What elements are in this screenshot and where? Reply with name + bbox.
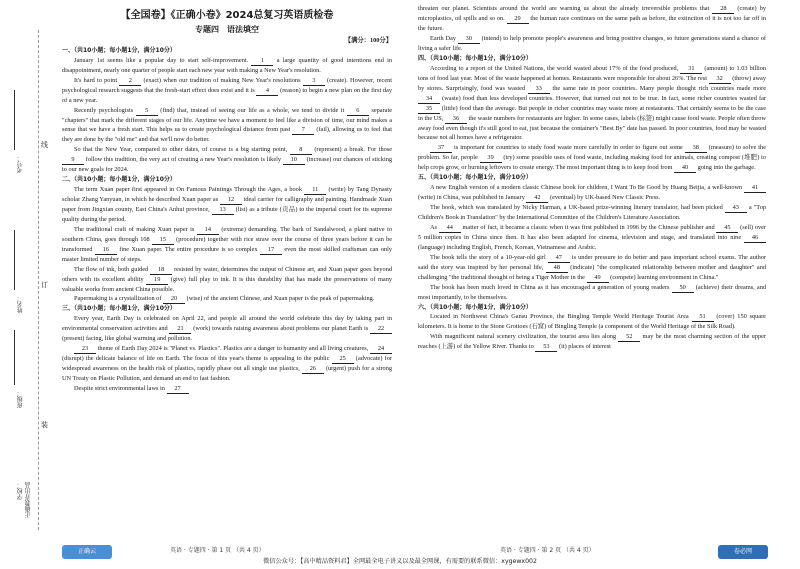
blank-30[interactable]: 30 <box>458 35 480 44</box>
exam-number-label: 考号： <box>18 155 24 173</box>
s2-para-4: Papermaking is a crystallization of 20 (wise) of the ancient Chinese, and Xuan paper is the peak of papermaking. <box>74 295 375 303</box>
blank-6[interactable]: 6 <box>347 107 369 116</box>
blank-25[interactable]: 25 <box>332 355 354 364</box>
blank-31[interactable]: 31 <box>680 65 702 74</box>
page-subtitle: 专题四 语法填空 <box>195 25 259 34</box>
s4-para-1: According to a report of the United Nations, the world wasted about 17% of the food produced, 31 (amount) to 1.03 billion tons of food last year. Most of the waste happened at homes. Restaurants were responsible for about 26%. The rest 32 (throw) away by stores. Surprisingly, food was wasted 33 the same rate in poor countries. Many people thought rich countries made more 34 (waste) food than less developed countries. However, that turned out not to be true. In fact, some richer countries wasted far 35 (little) food than the average. But people in richer countries may waste more at restaurants. That certainly seems to be the case in the US, 36 the waste numbers for restaurants are higher. In some cases, labels (标签) might cause food waste. People often throw away food even though it's still good to eat, just because the container's "Best By" date has passed. In poor countries, food may be wasted because not all homes have a refrigerator. <box>418 64 767 142</box>
blank-23[interactable]: 23 <box>74 345 96 354</box>
blank-26[interactable]: 26 <box>302 365 324 374</box>
s2-para-2: The traditional craft of making Xuan paper is 14 (extreme) demanding. The bark of Sandalwood, a plant native to southern China, goes through 108 15 (procedure) together with rice straw over the course of three years before it can be transformed 16 fine Xuan paper. The entire procedure is so complex 17 even the most skilled craftsman can only master limited number of steps. <box>62 225 393 263</box>
blank-9[interactable]: 9 <box>62 156 84 165</box>
left-column <box>62 4 392 394</box>
bind-mark: 装 <box>41 421 48 429</box>
blank-11[interactable]: 11 <box>304 186 326 195</box>
blank-49[interactable]: 49 <box>587 274 609 283</box>
s5-para-5: The book has been much loved in China as it has encouraged a generation of young readers 50 (achieve) their dreams, and most importantly, to be themselves. <box>418 283 766 301</box>
blank-44[interactable]: 44 <box>439 224 461 233</box>
blank-45[interactable]: 45 <box>716 224 738 233</box>
blank-52[interactable]: 52 <box>618 333 640 342</box>
blank-47[interactable]: 47 <box>548 254 570 263</box>
blank-27[interactable]: 27 <box>167 385 189 394</box>
section-3-heading: 三、（共10小题；每小题1分，满分10分） <box>62 305 176 313</box>
blank-12[interactable]: 12 <box>220 196 242 205</box>
blank-50[interactable]: 50 <box>672 284 694 293</box>
blank-2[interactable]: 2 <box>119 77 141 86</box>
section-2-heading: 二、（共10小题；每小题1分，满分10分） <box>62 176 176 184</box>
blank-37[interactable]: 37 <box>430 144 452 153</box>
blank-8[interactable]: 8 <box>290 146 312 155</box>
blank-32[interactable]: 32 <box>709 75 731 84</box>
section-4-heading: 四、（共10小题；每小题1分，满分10分） <box>418 54 532 62</box>
total-score: 【满分：100分】 <box>344 37 392 44</box>
blank-48[interactable]: 48 <box>546 264 568 273</box>
blank-24[interactable]: 24 <box>370 345 392 354</box>
cut-line <box>38 30 39 530</box>
section-5-heading: 五、（共10小题；每小题1分，满分10分） <box>418 174 532 182</box>
blank-41[interactable]: 41 <box>744 184 766 193</box>
blank-53[interactable]: 53 <box>535 343 557 352</box>
footer-page-2: 英语 · 专题四 · 第 2 页 （共 4 页） <box>500 547 595 554</box>
s6-para-2: With magnificent natural scenery civilization, the tourist area lies along 52 may be the most charming section of the upper reaches (上游) of the Yellow River. Thanks to 53 (it) places of interest <box>418 333 766 351</box>
s2-para-1: The term Xuan paper first appeared in On Famous Paintings Through the Ages, a book 11 (write) by Tang Dynasty scholar Zhang Yanyuan, in which he described Xuan paper as 12 ideal carrier for calligraphy and painting. Handmade Xuan paper from Jingxian county, East China's Anhui province, 13 (list) as a tribute (贡品) to the imperial court for its supreme quality during the period. <box>62 185 393 223</box>
blank-15[interactable]: 15 <box>152 236 174 245</box>
s2-para-3: The flow of ink, both guided 18 resisted by water, determines the output of Chinese art, and Xuan paper goes beyond others with its excellent ability 19 (give) full play to ink. It is this durability that has made the preservations of many valuable works from ancient China possible. <box>62 265 393 293</box>
blank-51[interactable]: 51 <box>692 313 714 322</box>
class-line <box>14 330 15 385</box>
name-line <box>14 230 15 290</box>
blank-46[interactable]: 46 <box>744 234 766 243</box>
s3-para-1: Every year, Earth Day is celebrated on April 22, and people all around the world celebrate this day by taking part in environmental conservation activities and 21 (work) towards raising awareness about problems our planet Earth is 22 (present) facing, like global warming and pollution. <box>62 315 392 343</box>
blank-7[interactable]: 7 <box>292 126 314 135</box>
line-mark: 线 <box>41 141 48 149</box>
footer-page-1: 英语 · 专题四 · 第 1 页 （共 4 页） <box>170 547 265 554</box>
s1-para-4: So that the New Year, compared to other dates, of course is a big starting point, 8 (represent) a break. For those 9 follow this tradition, the very act of creating a new Year's resolution is likely 10 (increase) our chances of sticking to our new goals for 2024. <box>62 146 393 174</box>
blank-13[interactable]: 13 <box>212 206 234 215</box>
blank-10[interactable]: 10 <box>283 156 305 165</box>
s1-para-1: January 1st seems like a popular day to start self-improvement. 1 a large quantity of good intentions end in disappointment, nearly one quarter of people start each new year with making a New Year's resolution. <box>62 56 392 74</box>
blank-17[interactable]: 17 <box>260 246 282 255</box>
blank-42[interactable]: 42 <box>526 194 548 203</box>
s3-para-4: Earth Day 30 (intend) to help promote people's awareness and bring positive changes, so future generations stand a chance of living a safer life. <box>418 34 767 52</box>
s6-para-1: Located in Northwest China's Gansu Province, the Bingling Temple World Heritage Tourist Area 51 (cover) 150 square kilometers. It is home to the Stone Grottoes (石窟) of Bingling Temple (a component of the World Heritage of the Silk Road). <box>418 313 766 331</box>
brand-logo-left: 正确云 <box>62 545 112 559</box>
blank-35[interactable]: 35 <box>418 105 440 114</box>
s1-para-2: It's hard to point 2 (exact) when our tradition of making New Year's resolutions 3 (create). However, recent psychological research suggests that the fresh-start effect does exist and it is 4 (reason) to begin a new plan on the first day of a new year. <box>62 76 393 104</box>
brand-logo-right: 卷必网 <box>718 545 768 559</box>
school-label: 学校： <box>18 482 24 500</box>
order-mark: 订 <box>41 281 48 289</box>
blank-40[interactable]: 40 <box>674 164 696 173</box>
s5-para-2: The book, which was translated by Nicky Harman, a UK-based prize-winning literary translator, had been picked 43 a "Top Children's Book in Translation" by the International Committee of the Children's Literature Association. <box>418 204 766 222</box>
blank-16[interactable]: 16 <box>95 246 117 255</box>
blank-1[interactable]: 1 <box>251 57 273 66</box>
blank-36[interactable]: 36 <box>445 115 467 124</box>
blank-5[interactable]: 5 <box>136 107 158 116</box>
blank-38[interactable]: 38 <box>685 144 707 153</box>
blank-21[interactable]: 21 <box>169 325 191 334</box>
s5-para-3: As 44 matter of fact, it became a classic when it was first published in 1996 by the Chinese publisher and 45 (sell) over 5 million copies in China since then. It has also been adapted for cinema, television and stage, and translated into nine 46 (language) including English, French, Korean, Vietnamese and Arabic. <box>418 223 767 251</box>
school-name: 正确教育出品 <box>26 482 32 518</box>
section-1-heading: 一、（共10小题；每小题1分，满分10分） <box>62 47 176 54</box>
blank-22[interactable]: 22 <box>370 325 392 334</box>
footer-notice: 微信公众号：【高中精品资料君】全网最全电子讲义以及最全网课，有需要的联系微信：xygewx002 <box>263 558 537 565</box>
blank-28[interactable]: 28 <box>712 5 734 14</box>
blank-20[interactable]: 20 <box>163 295 185 304</box>
binding-margin <box>0 0 58 540</box>
section-6-heading: 六、（共10小题；每小题1分，满分10分） <box>418 303 532 311</box>
blank-3[interactable]: 3 <box>303 77 325 86</box>
right-column <box>418 4 766 352</box>
blank-43[interactable]: 43 <box>725 204 747 213</box>
blank-39[interactable]: 39 <box>480 154 502 163</box>
s3-para-3: Despite strict environmental laws in 27 <box>62 384 392 394</box>
blank-33[interactable]: 33 <box>528 85 550 94</box>
s4-para-2: 37 is important for countries to study food waste more carefully in order to figure out some 38 (measure) to solve the problem. So far, people 39 (try) some possible uses of food waste, including making food for animals, creating compost (堆肥) to help crops grow, or burning leftovers to create energy. The most important thing is to keep food from 40 going into the garbage. <box>418 144 767 172</box>
s3-para-2: 23 theme of Earth Day 2024 is "Planet vs. Plastics". Plastics are a danger to humanity and all living creatures, 24 (disrupt) the delicate balance of life on Earth. The focus of this year's theme is appealing to the public 25 (advocate) for widespread awareness on the health risk of plastics, rapidly phase out all single use plastics, 26 (urgent) push for a strong UN Treaty on Plastic Pollution, and demand an end to fast fashion. <box>62 344 392 382</box>
s5-para-1: A new English version of a modern classic Chinese book for children, I Want To Be Good by Huang Beijia, a well-known 41 (write) in China, was published in January 42 (eventual) by UK-based New Classic Press. <box>418 183 766 203</box>
exam-number-line <box>14 90 15 150</box>
name-label: 姓名： <box>18 295 24 313</box>
page-title: 【全国卷】《正确小卷》2024总复习英语质检卷 <box>120 10 334 21</box>
blank-18[interactable]: 18 <box>150 266 172 275</box>
class-label: 班级： <box>18 390 24 408</box>
s5-para-4: The book tells the story of a 10-year-old girl 47 is under pressure to do better and pass important school exams. The author said the story was inspired by her personal life, 48 (indicate) "the complicated relationship between mother and daughter" and challenging "the traditional thought of being a Tiger Mother in the 49 (compete) learning environment in China." <box>418 253 767 281</box>
blank-29[interactable]: 29 <box>507 15 529 24</box>
blank-34[interactable]: 34 <box>418 95 440 104</box>
s3-para-3-continued: threaten our planet. Scientists around the world are warning us about the already irreversible problems that 28 (create) by microplastics, oil spills and so on. 29 the human race continues on the same path as before, the extinction of it is not too far off in the future. <box>418 5 767 32</box>
blank-19[interactable]: 19 <box>146 276 168 285</box>
blank-14[interactable]: 14 <box>197 226 219 235</box>
s1-para-3: Recently psychologists 5 (find) that, instead of seeing our life as a whole, we tend to divide it 6 separate "chapters" that mark the different stages of our life. Anytime we have a moment to feel like a division of time, our mind makes a sense that we have a fresh start. This helps us to create psychological distance from past 7 (fail), allowing us to feel that they are done by the "old me" and that we'll now do better. <box>62 106 393 144</box>
blank-4[interactable]: 4 <box>256 87 278 96</box>
